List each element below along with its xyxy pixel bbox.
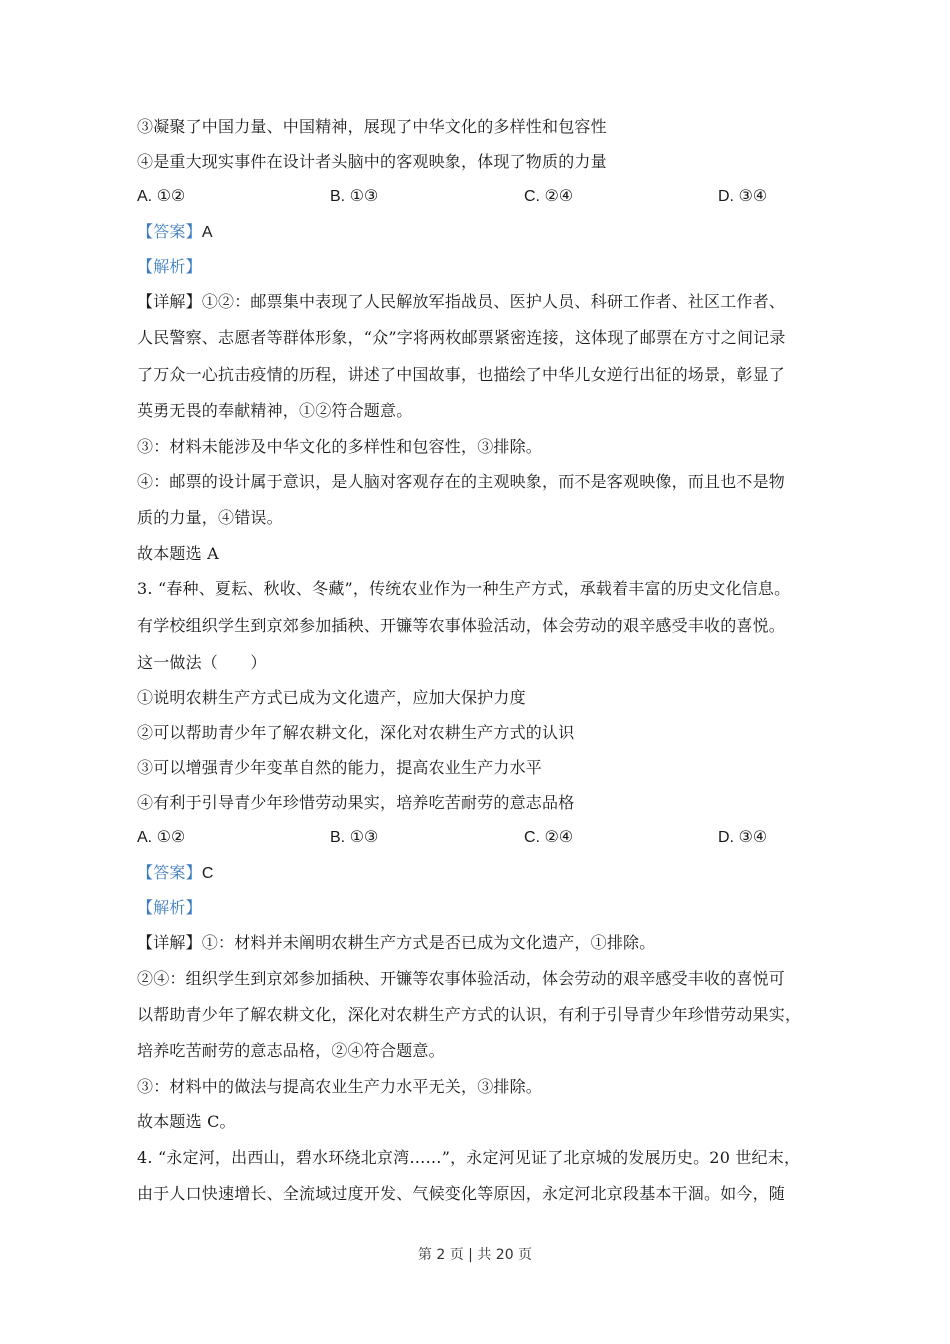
q3-option-b: B. ①③ [330,829,379,846]
q2-analysis-label: 【解析】 [137,257,202,276]
detail-label: 【详解】 [137,933,202,952]
q2-option-b: B. ①③ [330,188,379,205]
q2-detail-line: 人民警察、志愿者等群体形象，“众”字将两枚邮票紧密连接，这体现了邮票在方寸之间记录 [137,328,786,347]
q2-option-c: C. ②④ [524,188,574,205]
q2-detail-line: 质的力量，④错误。 [137,508,283,527]
q2-detail-line: ④：邮票的设计属于意识，是人脑对客观存在的主观映象，而不是客观映像，而且也不是物 [137,472,786,491]
q2-item-3: ③凝聚了中国力量、中国精神，展现了中华文化的多样性和包容性 [137,117,607,136]
q4-stem-line: 4. “永定河，出西山，碧水环绕北京湾……”，永定河见证了北京城的发展历史。20 世纪末， [137,1148,801,1167]
q3-analysis-label: 【解析】 [137,898,202,917]
q4-stem-line: 由于人口快速增长、全流域过度开发、气候变化等原因，永定河北京段基本干涸。如今，随 [137,1184,786,1203]
q3-item-2: ②可以帮助青少年了解农耕文化，深化对农耕生产方式的认识 [137,723,575,742]
q3-detail-line: 以帮助青少年了解农耕文化，深化对农耕生产方式的认识，有利于引导青少年珍惜劳动果实， [137,1005,802,1024]
q2-conclusion: 故本题选 A [137,544,219,563]
q3-stem-line: 有学校组织学生到京郊参加插秧、开镰等农事体验活动，体会劳动的艰辛感受丰收的喜悦。 [137,616,786,635]
q3-option-a: A. ①② [137,829,186,846]
q3-item-3: ③可以增强青少年变革自然的能力，提高农业生产力水平 [137,758,543,777]
q3-stem-line: 这一做法（ ） [137,653,267,672]
q2-detail-line: 【详解】①②：邮票集中表现了人民解放军指战员、医护人员、科研工作者、社区工作者、 [137,292,786,311]
q2-detail-line: ③：材料未能涉及中华文化的多样性和包容性，③排除。 [137,437,543,456]
detail-label: 【详解】 [137,292,202,311]
answer-value: C [201,865,214,882]
page-footer: 第 2 页 | 共 20 页 [417,1247,533,1263]
q3-stem-line: 3. “春种、夏耘、秋收、冬藏”，传统农业作为一种生产方式，承载着丰富的历史文化信息。 [137,579,791,598]
q3-item-4: ④有利于引导青少年珍惜劳动果实，培养吃苦耐劳的意志品格 [137,793,575,812]
q3-detail-line: ②④：组织学生到京郊参加插秧、开镰等农事体验活动，体会劳动的艰辛感受丰收的喜悦可 [137,969,786,988]
q2-option-d: D. ③④ [718,188,768,205]
q2-detail-line: 英勇无畏的奉献精神，①②符合题意。 [137,401,413,420]
answer-label: 【答案】 [137,863,202,882]
q3-detail-line: 【详解】①：材料并未阐明农耕生产方式是否已成为文化遗产，①排除。 [137,933,656,952]
q2-answer [137,222,213,243]
answer-label: 【答案】 [137,222,202,241]
q2-item-4: ④是重大现实事件在设计者头脑中的客观映象，体现了物质的力量 [137,152,607,171]
q3-detail-line: 培养吃苦耐劳的意志品格，②④符合题意。 [137,1041,445,1060]
q2-option-a: A. ①② [137,188,186,205]
q3-answer [137,863,214,884]
q3-option-d: D. ③④ [718,829,768,846]
q3-item-1: ①说明农耕生产方式已成为文化遗产，应加大保护力度 [137,688,526,707]
answer-value: A [201,224,213,241]
q2-detail-line: 了万众一心抗击疫情的历程，讲述了中国故事，也描绘了中华儿女逆行出征的场景，彰显了 [137,365,786,384]
q3-conclusion: 故本题选 C。 [137,1112,236,1131]
q3-option-c: C. ②④ [524,829,574,846]
q3-detail-line: ③：材料中的做法与提高农业生产力水平无关，③排除。 [137,1077,543,1096]
